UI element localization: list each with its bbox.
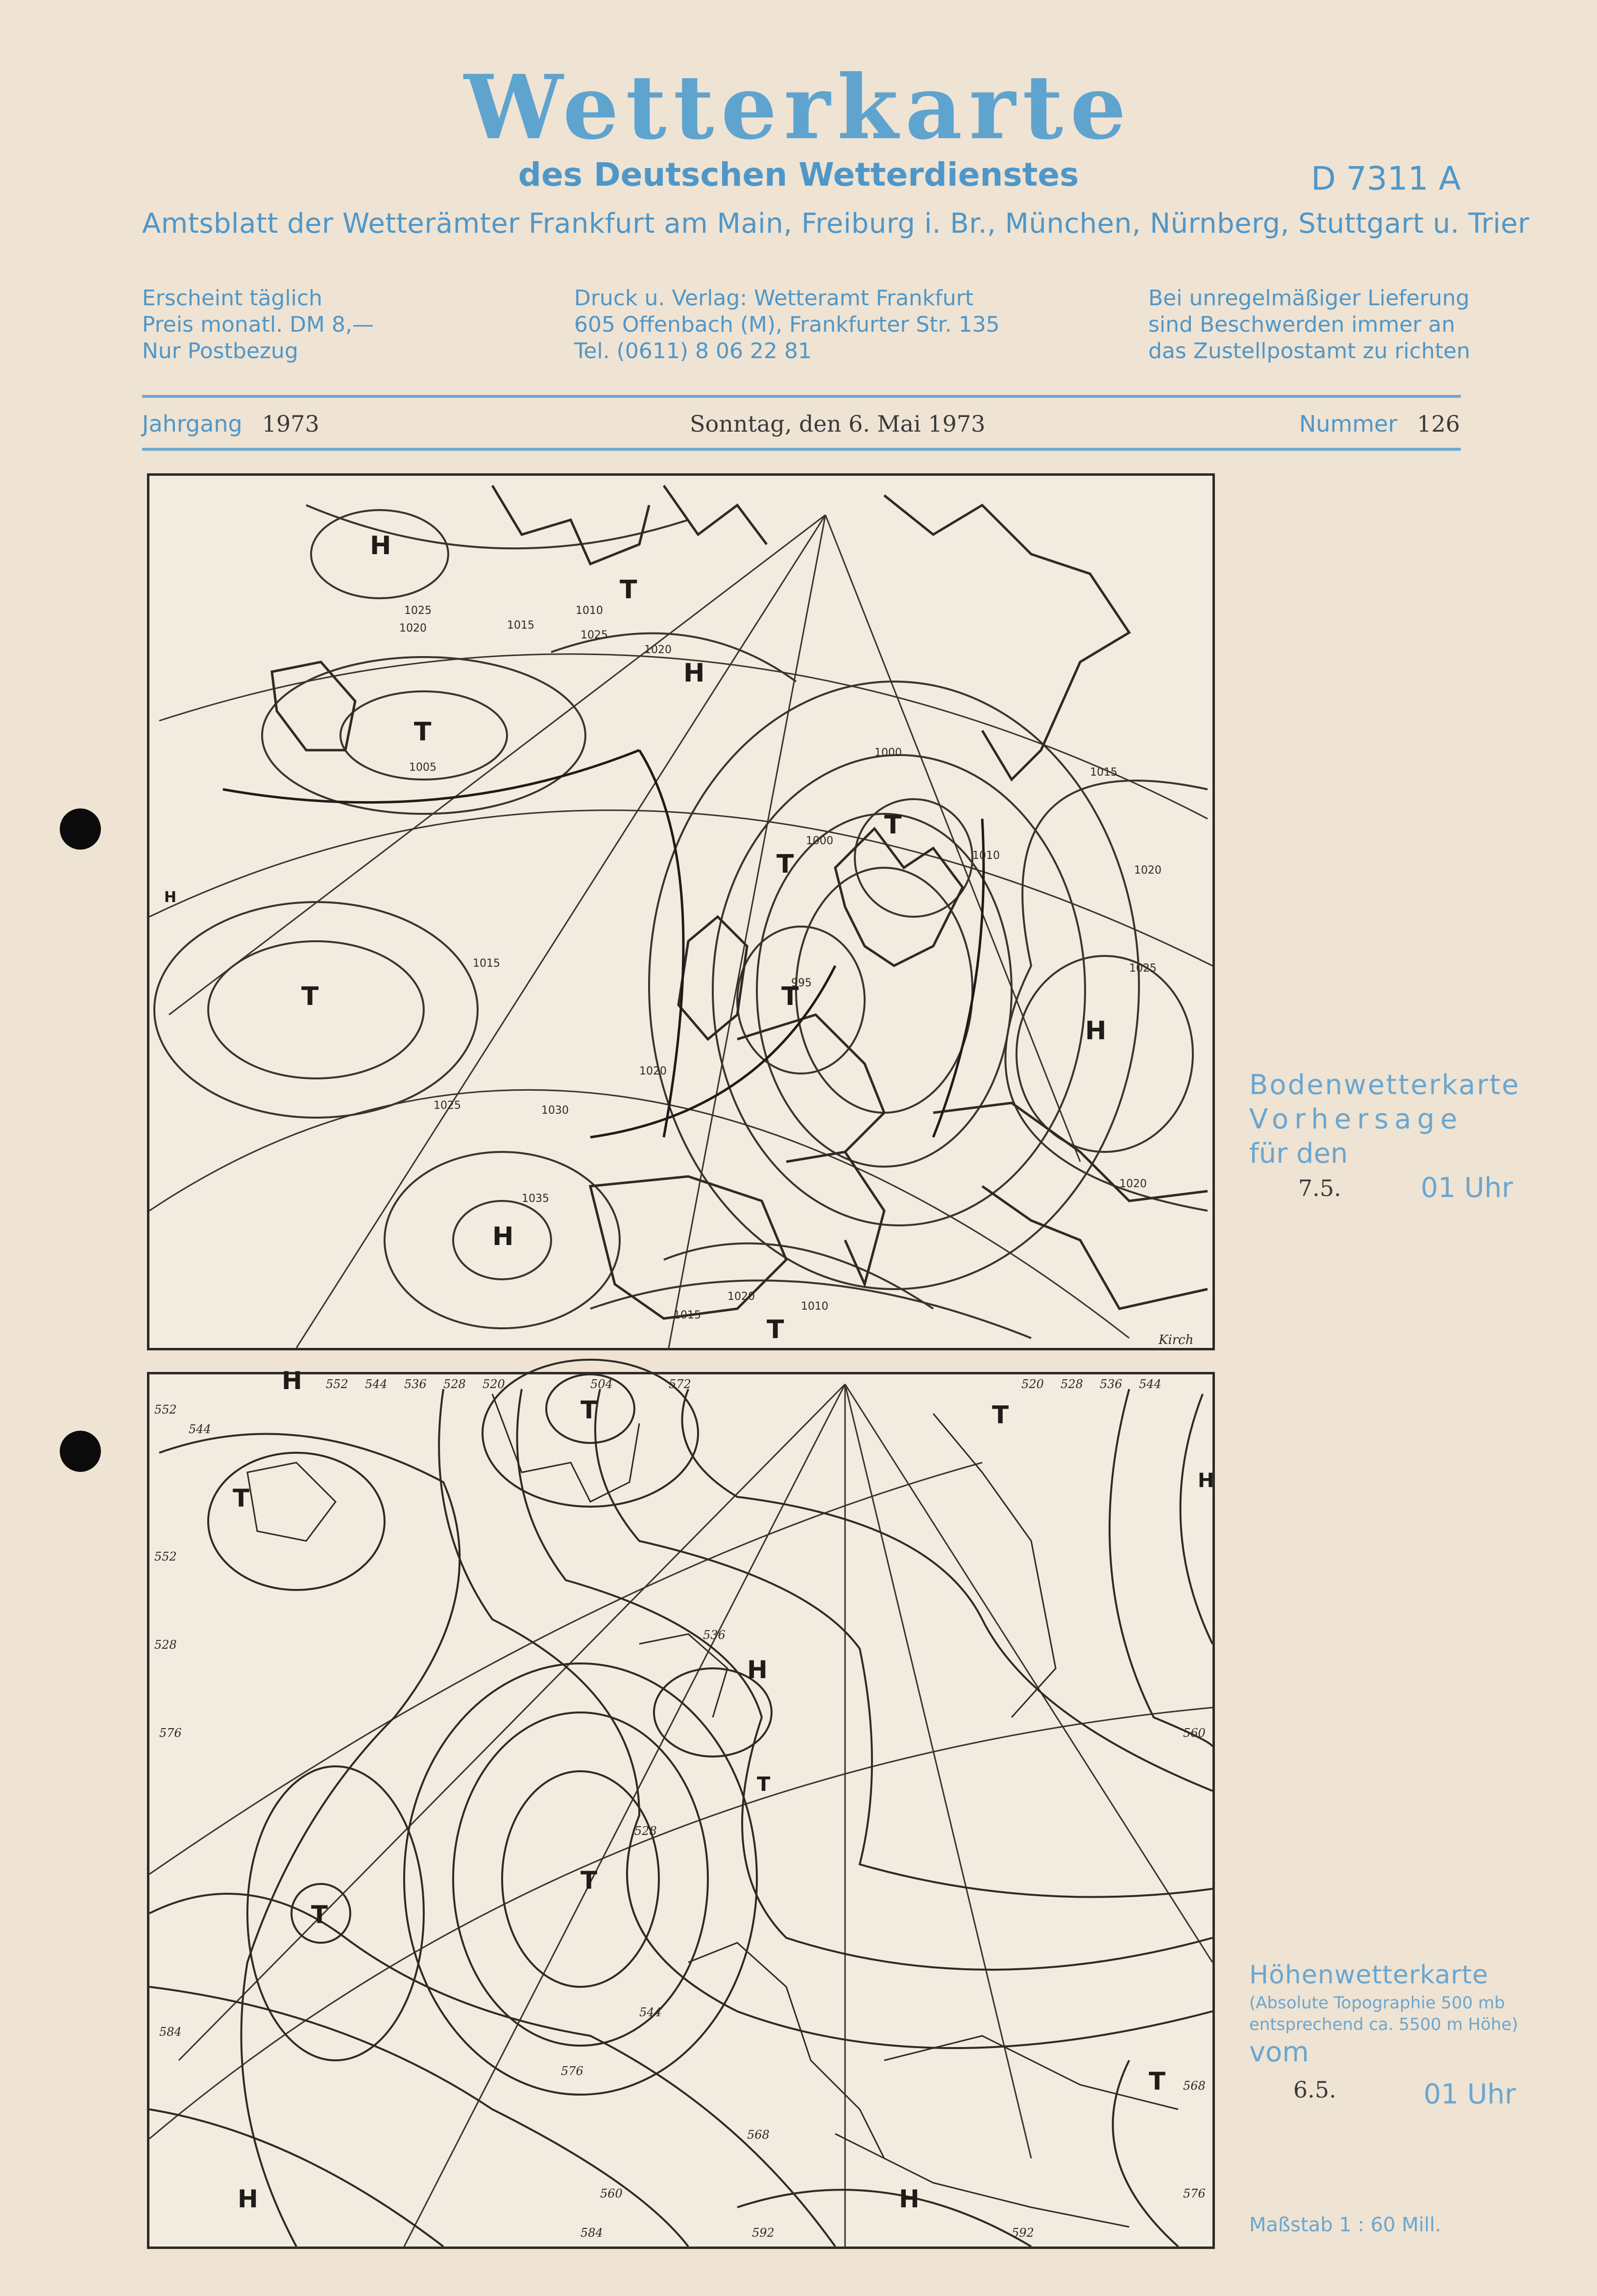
height-value: 560 (600, 2187, 623, 2200)
low-pressure-label: T (767, 1315, 784, 1344)
height-value: 528 (634, 1824, 657, 1838)
surface-pressure-centres (164, 531, 1107, 1344)
height-value: 592 (1012, 2226, 1034, 2240)
info-right-line: das Zustellpostamt zu richten (1148, 339, 1471, 364)
low-pressure-label: T (414, 717, 432, 747)
low-label: T (1149, 2067, 1166, 2096)
low-label: T (311, 1901, 328, 1929)
issue-date: Sonntag, den 6. Mai 1973 (690, 411, 986, 437)
surface-weather-map (147, 473, 1215, 1350)
height-value: 592 (752, 2226, 774, 2240)
upper-map-caption (1249, 1958, 1582, 2109)
isobar-value: 1005 (409, 761, 436, 774)
surface-caption-time: 01 Uhr (1421, 1172, 1513, 1204)
isobar-value: 1000 (806, 835, 833, 847)
low-pressure-label: T (781, 982, 799, 1011)
upper-caption-vom: vom (1249, 2036, 1309, 2068)
isobar-value: 1025 (404, 605, 432, 617)
height-value: 520 (483, 1377, 505, 1391)
isobar-value: 1030 (541, 1104, 569, 1117)
map-signature: Kirch (1159, 1333, 1194, 1347)
height-value: 528 (1061, 1377, 1083, 1391)
punch-hole-lower (60, 1431, 101, 1472)
surface-caption-date: 7.5. (1298, 1175, 1341, 1201)
high-pressure-label: H (1085, 1016, 1107, 1046)
height-value: 536 (1100, 1377, 1122, 1391)
height-value: 528 (154, 1638, 177, 1652)
info-right (1148, 285, 1470, 365)
isobar-value: 1025 (1129, 962, 1157, 975)
high-label: H (1198, 1469, 1214, 1492)
amtsblatt-line: Amtsblatt der Wetterämter Frankfurt am Main, Freiburg i. Br., München, Nürnberg, Stuttgart u. Trier (142, 208, 1529, 240)
isobar-value: 1025 (581, 629, 608, 641)
isobar-value: 1015 (1090, 766, 1117, 779)
info-left-line: Erscheint täglich (142, 286, 322, 311)
height-value: 544 (365, 1377, 387, 1391)
low-pressure-label: T (620, 575, 637, 605)
info-center (574, 285, 1000, 365)
low-label: T (581, 1866, 598, 1895)
info-right-line: Bei unregelmäßiger Lieferung (1148, 286, 1470, 311)
upper-map-svg (149, 1367, 1214, 2247)
nummer-value: 126 (1417, 411, 1460, 437)
isobar-value: 1015 (473, 957, 500, 970)
height-value: 544 (639, 2005, 662, 2019)
header-rule-top (142, 395, 1461, 398)
surface-caption-forecast: Vorhersage (1249, 1103, 1463, 1135)
isobar-value: 1020 (1134, 864, 1161, 877)
high-pressure-label: H (370, 531, 391, 561)
info-left-line: Nur Postbezug (142, 339, 298, 364)
height-value: 576 (561, 2064, 583, 2078)
surface-caption-for: für den (1249, 1138, 1348, 1170)
info-center-line: 605 Offenbach (M), Frankfurter Str. 135 (574, 312, 1000, 337)
height-value: 572 (669, 1377, 691, 1391)
low-pressure-label: T (884, 810, 902, 840)
height-value: 584 (159, 2025, 182, 2039)
upper-caption-topography: (Absolute Topographie 500 mb (1249, 1993, 1505, 2013)
upper-pressure-centres (233, 1367, 1214, 2213)
high-pressure-label: H (683, 659, 705, 688)
height-value: 520 (1021, 1377, 1044, 1391)
isobar-value: 1010 (801, 1300, 828, 1313)
header-rule-bottom (142, 448, 1461, 451)
punch-hole-upper (60, 808, 101, 850)
height-value: 568 (747, 2128, 770, 2142)
info-center-line: Druck u. Verlag: Wetteramt Frankfurt (574, 286, 974, 311)
isobar-value: 1010 (972, 850, 1000, 862)
isobar-value: 1020 (644, 644, 672, 656)
high-pressure-label: H (164, 889, 177, 906)
isobar-value: 1025 (434, 1099, 461, 1112)
low-pressure-label: T (776, 850, 794, 879)
info-center-line: Tel. (0611) 8 06 22 81 (574, 339, 812, 364)
height-value: 576 (1183, 2187, 1206, 2200)
isobar-value: 1020 (727, 1291, 755, 1303)
edition-code: D 7311 A (1311, 160, 1461, 197)
info-right-line: sind Beschwerden immer an (1148, 312, 1455, 337)
isobar-value: 1020 (1119, 1178, 1147, 1190)
low-label: T (757, 1773, 771, 1796)
low-label: T (992, 1401, 1009, 1429)
upper-air-map (147, 1367, 1215, 2249)
high-pressure-label: H (492, 1222, 514, 1251)
low-label: T (581, 1396, 598, 1424)
masthead-subtitle: des Deutschen Wetterdienstes (518, 156, 1079, 194)
height-value: 584 (581, 2226, 603, 2240)
info-left (142, 285, 374, 365)
isobar-value: 1035 (522, 1193, 549, 1205)
height-value: 560 (1183, 1726, 1206, 1740)
upper-caption-time: 01 Uhr (1424, 2078, 1516, 2110)
surface-map-caption (1249, 1068, 1582, 1205)
surface-map-svg (149, 476, 1212, 1348)
masthead-title: Wetterkarte (464, 56, 1133, 159)
upper-caption-date: 6.5. (1293, 2076, 1336, 2103)
info-left-line: Preis monatl. DM 8,— (142, 312, 374, 337)
surface-isobar-values (399, 605, 1161, 1321)
height-value: 576 (159, 1726, 182, 1740)
upper-caption-title: Höhenwetterkarte (1249, 1960, 1489, 1990)
height-value: 544 (1139, 1377, 1161, 1391)
high-label: H (238, 2185, 258, 2213)
high-label: H (282, 1367, 302, 1395)
height-value: 544 (189, 1422, 211, 1436)
nummer-label: Nummer (1299, 411, 1398, 437)
upper-caption-height: entsprechend ca. 5500 m Höhe) (1249, 2015, 1518, 2034)
surface-caption-title: Bodenwetterkarte (1249, 1069, 1521, 1101)
height-value: 536 (404, 1377, 427, 1391)
isobar-value: 1015 (507, 619, 534, 632)
low-label: T (233, 1484, 250, 1513)
height-value: 552 (154, 1403, 177, 1417)
height-value: 528 (443, 1377, 466, 1391)
jahrgang-label: Jahrgang (142, 411, 242, 437)
issue-nummer (1299, 411, 1460, 437)
isobar-value: 995 (791, 977, 812, 989)
height-value: 552 (326, 1377, 348, 1391)
isobar-value: 1020 (639, 1065, 667, 1077)
high-label: H (747, 1656, 768, 1684)
isobar-value: 1000 (874, 747, 902, 759)
isobar-value: 1020 (399, 622, 427, 635)
height-value: 568 (1183, 2079, 1206, 2093)
height-value: 536 (703, 1628, 726, 1642)
height-value: 504 (590, 1377, 613, 1391)
high-label: H (899, 2185, 919, 2213)
isobar-value: 1015 (674, 1309, 701, 1321)
issue-jahrgang (142, 411, 319, 437)
isobar-value: 1010 (576, 605, 603, 617)
low-pressure-label: T (301, 982, 319, 1011)
jahrgang-value: 1973 (262, 411, 319, 437)
upper-height-values (154, 1377, 1206, 2240)
height-value: 552 (154, 1550, 177, 1563)
map-scale: Maßstab 1 : 60 Mill. (1249, 2214, 1441, 2236)
